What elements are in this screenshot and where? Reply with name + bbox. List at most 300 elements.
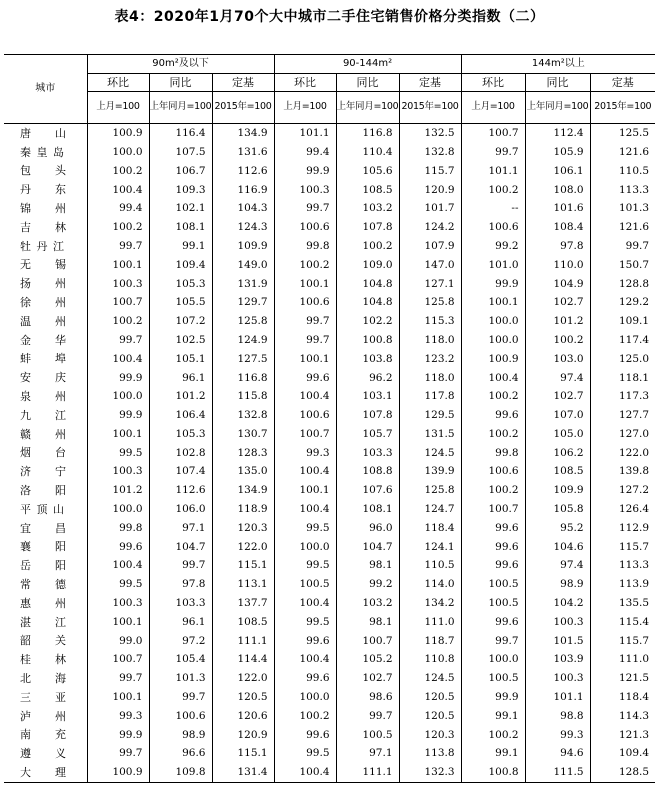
value-cell: 99.1 — [461, 707, 525, 726]
table-row — [4, 180, 655, 199]
city-name-char: 湛 — [20, 615, 31, 629]
city-name-cell — [4, 688, 87, 707]
city-name-cell — [4, 594, 87, 613]
value-cell: 99.5 — [87, 575, 149, 594]
table-row — [4, 632, 655, 651]
value-cell: 111.0 — [399, 613, 461, 632]
value-cell: 107.9 — [399, 237, 461, 256]
value-cell: 100.1 — [274, 350, 336, 369]
city-name-char: 台 — [55, 446, 66, 460]
value-cell: 96.6 — [149, 744, 212, 763]
value-cell: 100.0 — [461, 331, 525, 350]
value-cell: 105.3 — [149, 274, 212, 293]
value-cell: 105.6 — [336, 162, 399, 181]
value-cell: 118.1 — [590, 368, 655, 387]
value-cell: 129.2 — [590, 293, 655, 312]
city-name-char: 丹 — [36, 239, 48, 253]
value-cell: 99.6 — [461, 406, 525, 425]
city-name-char: 埠 — [55, 352, 66, 366]
value-cell: 134.9 — [212, 481, 274, 500]
city-name-char: 顶 — [36, 502, 48, 516]
city-name — [20, 466, 66, 477]
value-cell: 121.6 — [590, 143, 655, 162]
city-name-char: 江 — [55, 408, 66, 422]
value-cell: 103.3 — [336, 444, 399, 463]
city-name-char: 关 — [55, 634, 66, 648]
city-name-char: 岛 — [53, 145, 64, 159]
yoy-header-medium: 同比 — [336, 74, 399, 92]
value-cell: 113.3 — [590, 180, 655, 199]
value-cell: 126.4 — [590, 500, 655, 519]
city-name — [20, 429, 66, 440]
value-cell: 107.0 — [525, 406, 590, 425]
value-cell: 125.8 — [399, 481, 461, 500]
value-cell: 108.5 — [212, 613, 274, 632]
value-cell: 95.2 — [525, 519, 590, 538]
value-cell: 117.4 — [590, 331, 655, 350]
city-name-char: 岳 — [20, 559, 31, 573]
value-cell: 139.8 — [590, 462, 655, 481]
value-cell: 112.6 — [149, 481, 212, 500]
value-cell: 100.3 — [525, 669, 590, 688]
value-cell: 99.9 — [87, 406, 149, 425]
value-cell: 100.7 — [87, 293, 149, 312]
city-name-cell — [4, 143, 87, 162]
value-cell: 100.1 — [274, 274, 336, 293]
value-cell: 134.9 — [212, 124, 274, 143]
value-cell: 97.8 — [149, 575, 212, 594]
value-cell: 105.7 — [336, 425, 399, 444]
value-cell: 102.7 — [336, 669, 399, 688]
value-cell: 118.4 — [399, 519, 461, 538]
yoy-header-small: 同比 — [149, 74, 212, 92]
value-cell: 122.0 — [212, 538, 274, 557]
city-name-char: 锦 — [20, 202, 31, 216]
value-cell: 113.3 — [590, 556, 655, 575]
value-cell: 124.7 — [399, 500, 461, 519]
city-name-char: 州 — [55, 709, 66, 723]
value-cell: 99.4 — [274, 143, 336, 162]
value-cell: 127.7 — [590, 406, 655, 425]
value-cell: 106.4 — [149, 406, 212, 425]
city-name — [20, 203, 66, 214]
value-cell: 109.3 — [149, 180, 212, 199]
value-cell: 103.2 — [336, 594, 399, 613]
value-cell: 99.7 — [149, 688, 212, 707]
value-cell: 115.7 — [590, 632, 655, 651]
value-cell: 150.7 — [590, 256, 655, 275]
table-row — [4, 406, 655, 425]
value-cell: 118.9 — [212, 500, 274, 519]
city-name-char: 阳 — [55, 540, 66, 554]
table-row — [4, 425, 655, 444]
value-cell: 99.6 — [274, 368, 336, 387]
city-name-char: 秦 — [20, 145, 31, 159]
city-name-cell — [4, 650, 87, 669]
value-cell: 108.1 — [336, 500, 399, 519]
value-cell: 108.4 — [525, 218, 590, 237]
value-cell: 149.0 — [212, 256, 274, 275]
city-name-char: 山 — [55, 126, 66, 140]
value-cell: 100.3 — [87, 594, 149, 613]
value-cell: 132.5 — [399, 124, 461, 143]
value-cell: 120.5 — [212, 688, 274, 707]
city-name-cell — [4, 274, 87, 293]
value-cell: 100.1 — [87, 613, 149, 632]
value-cell: 100.3 — [274, 180, 336, 199]
city-name — [20, 729, 66, 740]
value-cell: 103.8 — [336, 350, 399, 369]
value-cell: 111.0 — [590, 650, 655, 669]
city-name-cell — [4, 519, 87, 538]
table-row — [4, 744, 655, 763]
value-cell: 129.7 — [212, 293, 274, 312]
value-cell: 113.8 — [399, 744, 461, 763]
city-name — [20, 241, 64, 252]
city-name — [20, 541, 66, 552]
table-row — [4, 143, 655, 162]
city-name-char: 林 — [55, 653, 66, 667]
city-name-char: 州 — [55, 390, 66, 404]
city-name-char: 无 — [20, 258, 31, 272]
value-cell: 102.7 — [525, 293, 590, 312]
table-row — [4, 613, 655, 632]
city-name-char: 义 — [55, 747, 66, 761]
city-name-cell — [4, 293, 87, 312]
value-cell: 108.1 — [149, 218, 212, 237]
value-cell: 100.6 — [149, 707, 212, 726]
city-name-char: 东 — [55, 183, 66, 197]
value-cell: 100.4 — [274, 387, 336, 406]
city-name-cell — [4, 237, 87, 256]
value-cell: 109.4 — [590, 744, 655, 763]
city-name-char: 蚌 — [20, 352, 31, 366]
value-cell: 99.6 — [461, 538, 525, 557]
value-cell: 120.9 — [212, 726, 274, 745]
group-header-large: 144m²以上 — [461, 55, 655, 74]
value-cell: -- — [461, 199, 525, 218]
value-cell: 107.2 — [149, 312, 212, 331]
city-name-cell — [4, 632, 87, 651]
value-cell: 109.4 — [149, 256, 212, 275]
value-cell: 99.1 — [149, 237, 212, 256]
value-cell: 127.2 — [590, 481, 655, 500]
table-row — [4, 763, 655, 782]
value-cell: 125.0 — [590, 350, 655, 369]
mom-base-header-small: 上月=100 — [87, 92, 149, 124]
city-name-char: 州 — [55, 296, 66, 310]
value-cell: 97.4 — [525, 368, 590, 387]
value-cell: 100.4 — [274, 763, 336, 782]
value-cell: 104.9 — [525, 274, 590, 293]
value-cell: 100.6 — [274, 218, 336, 237]
city-name — [20, 353, 66, 364]
value-cell: 110.0 — [525, 256, 590, 275]
city-name-char: 泉 — [20, 390, 31, 404]
city-name-char: 阳 — [55, 484, 66, 498]
city-name-char: 宁 — [55, 465, 66, 479]
city-name-char: 金 — [20, 333, 31, 347]
value-cell: 99.7 — [274, 312, 336, 331]
city-name-char: 庆 — [55, 371, 66, 385]
value-cell: 105.9 — [525, 143, 590, 162]
city-name-char: 山 — [53, 502, 64, 516]
city-name — [20, 673, 66, 684]
value-cell: 116.8 — [212, 368, 274, 387]
city-name — [20, 259, 66, 270]
value-cell: 99.5 — [274, 519, 336, 538]
city-name-char: 充 — [55, 728, 66, 742]
value-cell: 99.2 — [461, 237, 525, 256]
value-cell: 100.4 — [461, 368, 525, 387]
value-cell: 116.9 — [212, 180, 274, 199]
value-cell: 96.1 — [149, 368, 212, 387]
value-cell: 123.2 — [399, 350, 461, 369]
city-name-cell — [4, 538, 87, 557]
city-name-char: 州 — [55, 277, 66, 291]
city-name-cell — [4, 162, 87, 181]
value-cell: 99.7 — [149, 556, 212, 575]
value-cell: 99.4 — [87, 199, 149, 218]
table-row — [4, 519, 655, 538]
value-cell: 100.4 — [274, 462, 336, 481]
table-row — [4, 387, 655, 406]
value-cell: 111.5 — [525, 763, 590, 782]
city-name-cell — [4, 312, 87, 331]
city-name-char: 州 — [55, 314, 66, 328]
value-cell: 100.2 — [461, 387, 525, 406]
value-cell: 108.0 — [525, 180, 590, 199]
value-cell: 102.2 — [336, 312, 399, 331]
value-cell: 99.3 — [525, 726, 590, 745]
value-cell: 128.8 — [590, 274, 655, 293]
value-cell: 124.5 — [399, 669, 461, 688]
table-row — [4, 218, 655, 237]
value-cell: 106.0 — [149, 500, 212, 519]
fixed-base-base-header-small: 2015年=100 — [212, 92, 274, 124]
value-cell: 125.5 — [590, 124, 655, 143]
value-cell: 99.6 — [461, 556, 525, 575]
value-cell: 118.4 — [590, 688, 655, 707]
value-cell: 103.3 — [149, 594, 212, 613]
value-cell: 100.6 — [461, 462, 525, 481]
city-name — [20, 391, 66, 402]
value-cell: 112.9 — [590, 519, 655, 538]
value-cell: 129.5 — [399, 406, 461, 425]
city-name-char: 桂 — [20, 653, 31, 667]
city-name-cell — [4, 350, 87, 369]
value-cell: 100.7 — [274, 425, 336, 444]
city-name-char: 林 — [55, 220, 66, 234]
value-cell: 100.2 — [87, 162, 149, 181]
value-cell: 99.9 — [461, 688, 525, 707]
value-cell: 102.7 — [525, 387, 590, 406]
value-cell: 100.3 — [87, 274, 149, 293]
city-name-cell — [4, 556, 87, 575]
table-row — [4, 500, 655, 519]
value-cell: 108.5 — [336, 180, 399, 199]
value-cell: 100.2 — [274, 707, 336, 726]
value-cell: 147.0 — [399, 256, 461, 275]
value-cell: 100.0 — [461, 650, 525, 669]
value-cell: 120.6 — [212, 707, 274, 726]
table-row — [4, 312, 655, 331]
value-cell: 98.9 — [525, 575, 590, 594]
city-name-char: 州 — [55, 427, 66, 441]
city-name — [20, 504, 64, 515]
value-cell: 104.6 — [525, 538, 590, 557]
value-cell: 101.3 — [590, 199, 655, 218]
yoy-base-header-medium: 上年同月=100 — [336, 92, 399, 124]
value-cell: 94.6 — [525, 744, 590, 763]
city-name-cell — [4, 199, 87, 218]
value-cell: 115.4 — [590, 613, 655, 632]
city-name-char: 牡 — [20, 239, 31, 253]
value-cell: 99.7 — [274, 331, 336, 350]
value-cell: 100.0 — [274, 538, 336, 557]
fixed-base-header-large: 定基 — [590, 74, 655, 92]
value-cell: 107.8 — [336, 406, 399, 425]
value-cell: 99.9 — [87, 726, 149, 745]
city-name — [20, 222, 66, 233]
value-cell: 100.8 — [336, 331, 399, 350]
value-cell: 100.7 — [87, 650, 149, 669]
value-cell: 101.2 — [525, 312, 590, 331]
city-name-char: 理 — [55, 765, 66, 779]
value-cell: 104.8 — [336, 274, 399, 293]
city-name — [20, 372, 66, 383]
value-cell: 135.0 — [212, 462, 274, 481]
value-cell: 100.1 — [87, 688, 149, 707]
value-cell: 122.0 — [590, 444, 655, 463]
value-cell: 99.7 — [274, 199, 336, 218]
table-row — [4, 575, 655, 594]
value-cell: 107.4 — [149, 462, 212, 481]
value-cell: 100.4 — [274, 650, 336, 669]
city-name-char: 大 — [20, 765, 31, 779]
table-row — [4, 331, 655, 350]
table-row — [4, 481, 655, 500]
value-cell: 104.7 — [149, 538, 212, 557]
value-cell: 96.0 — [336, 519, 399, 538]
city-name-cell — [4, 444, 87, 463]
value-cell: 99.9 — [274, 162, 336, 181]
city-name — [20, 184, 66, 195]
city-name-cell — [4, 575, 87, 594]
value-cell: 100.4 — [274, 500, 336, 519]
value-cell: 98.8 — [525, 707, 590, 726]
value-cell: 102.8 — [149, 444, 212, 463]
value-cell: 131.4 — [212, 763, 274, 782]
value-cell: 100.9 — [87, 763, 149, 782]
value-cell: 109.0 — [336, 256, 399, 275]
value-cell: 101.3 — [149, 669, 212, 688]
value-cell: 107.6 — [336, 481, 399, 500]
value-cell: 99.9 — [87, 368, 149, 387]
value-cell: 100.1 — [87, 256, 149, 275]
city-name-char: 徐 — [20, 296, 31, 310]
value-cell: 99.8 — [461, 444, 525, 463]
value-cell: 118.0 — [399, 331, 461, 350]
table-row — [4, 350, 655, 369]
table-row — [4, 124, 655, 143]
mom-base-header-medium: 上月=100 — [274, 92, 336, 124]
city-name-char: 襄 — [20, 540, 31, 554]
value-cell: 125.8 — [212, 312, 274, 331]
city-name — [20, 523, 66, 534]
city-name — [20, 560, 66, 571]
city-name-char: 韶 — [20, 634, 31, 648]
value-cell: 116.8 — [336, 124, 399, 143]
value-cell: 118.7 — [399, 632, 461, 651]
city-name-cell — [4, 387, 87, 406]
value-cell: 124.5 — [399, 444, 461, 463]
city-name — [20, 335, 66, 346]
value-cell: 100.4 — [87, 180, 149, 199]
city-name-char: 州 — [55, 202, 66, 216]
table-row — [4, 444, 655, 463]
value-cell: 112.6 — [212, 162, 274, 181]
table-row — [4, 538, 655, 557]
value-cell: 114.4 — [212, 650, 274, 669]
value-cell: 132.8 — [399, 143, 461, 162]
city-name-char: 安 — [20, 371, 31, 385]
city-name — [20, 635, 66, 646]
city-name-cell — [4, 368, 87, 387]
city-name-char: 锡 — [55, 258, 66, 272]
table-row — [4, 669, 655, 688]
value-cell: 99.6 — [274, 632, 336, 651]
value-cell: 127.5 — [212, 350, 274, 369]
value-cell: 109.9 — [525, 481, 590, 500]
city-column-header: 城市 — [4, 55, 87, 124]
value-cell: 128.3 — [212, 444, 274, 463]
value-cell: 112.4 — [525, 124, 590, 143]
value-cell: 98.6 — [336, 688, 399, 707]
value-cell: 99.7 — [336, 707, 399, 726]
yoy-base-header-large: 上年同月=100 — [525, 92, 590, 124]
value-cell: 100.4 — [87, 556, 149, 575]
value-cell: 99.7 — [590, 237, 655, 256]
value-cell: 99.6 — [274, 726, 336, 745]
value-cell: 132.3 — [399, 763, 461, 782]
value-cell: 101.5 — [525, 632, 590, 651]
value-cell: 100.0 — [87, 387, 149, 406]
city-name-char: 洛 — [20, 484, 31, 498]
value-cell: 100.1 — [87, 425, 149, 444]
city-name-cell — [4, 613, 87, 632]
value-cell: 110.5 — [590, 162, 655, 181]
value-cell: 102.1 — [149, 199, 212, 218]
value-cell: 115.7 — [590, 538, 655, 557]
city-name — [20, 128, 66, 139]
value-cell: 103.0 — [525, 350, 590, 369]
value-cell: 124.2 — [399, 218, 461, 237]
city-name — [20, 485, 66, 496]
city-name — [20, 579, 66, 590]
value-cell: 100.2 — [461, 180, 525, 199]
value-cell: 104.3 — [212, 199, 274, 218]
table-row — [4, 237, 655, 256]
mom-base-header-large: 上月=100 — [461, 92, 525, 124]
city-name-cell — [4, 726, 87, 745]
value-cell: 100.5 — [336, 726, 399, 745]
value-cell: 120.5 — [399, 688, 461, 707]
value-cell: 113.1 — [212, 575, 274, 594]
value-cell: 96.2 — [336, 368, 399, 387]
value-cell: 134.2 — [399, 594, 461, 613]
city-name-cell — [4, 707, 87, 726]
